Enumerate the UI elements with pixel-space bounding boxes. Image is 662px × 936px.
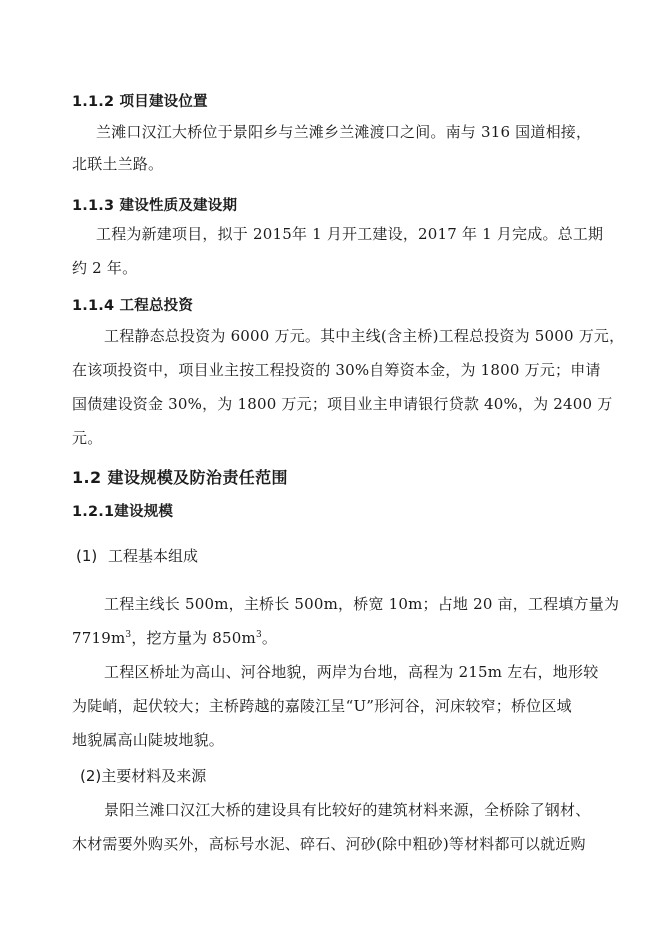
paragraph-line-with-units [72,628,277,648]
paragraph-line: 兰滩口汉江大桥位于景阳乡与兰滩乡兰滩渡口之间。南与 316 国道相接， [96,123,592,141]
heading-title: 建设性质及建设期 [119,198,238,214]
heading-1-2-1 [72,502,173,522]
heading-1-1-3 [72,196,237,216]
heading-number: 1.1.3 [72,198,115,214]
heading-title: 工程总投资 [119,298,194,314]
heading-title: 建设规模及防治责任范围 [107,468,288,487]
text-fragment: 7719m [72,629,126,647]
heading-1-1-4 [72,296,193,316]
item-number: (1) [76,547,98,565]
heading-title: 建设规模 [114,504,174,520]
heading-number: 1.2.1 [72,504,115,520]
paragraph-line: 工程区桥址为高山、河谷地貌，两岸为台地，高程为 215m 左右，地形较 [104,663,599,681]
heading-1-1-2 [72,92,208,112]
paragraph-line: 工程主线长 500m，主桥长 500m，桥宽 10m；占地 20 亩，工程填方量为 [104,595,620,613]
heading-number: 1.1.2 [72,94,115,110]
paragraph-line: 北联土兰路。 [72,155,164,173]
heading-title: 项目建设位置 [119,94,208,110]
heading-number: 1.1.4 [72,298,115,314]
paragraph-line: 工程静态总投资为 6000 万元。其中主线(含主桥)工程总投资为 5000 万元， [104,327,625,345]
paragraph-line: 元。 [72,429,103,447]
item-title: 工程基本组成 [108,547,199,565]
item-2-heading: (2)主要材料及来源 [80,767,207,785]
paragraph-line: 工程为新建项目，拟于 2015年 1 月开工建设，2017 年 1 月完成。总工期 [96,225,604,243]
paragraph-line: 国债建设资金 30%，为 1800 万元；项目业主申请银行贷款 40%，为 2400 万 [72,395,613,413]
paragraph-line: 为陡峭，起伏较大；主桥跨越的嘉陵江呈“U”形河谷，河床较窄；桥位区域 [72,697,572,715]
text-fragment: 。 [261,629,278,647]
superscript-3: 3 [255,630,262,640]
heading-1-2 [72,468,288,488]
superscript-3: 3 [125,630,132,640]
paragraph-line: 景阳兰滩口汉江大桥的建设具有比较好的建筑材料来源，全桥除了钢材、 [104,801,591,819]
item-1-heading [76,546,198,566]
paragraph-line: 地貌属高山陡坡地貌。 [72,731,225,749]
heading-number: 1.2 [72,468,102,487]
paragraph-line: 在该项投资中，项目业主按工程投资的 30%自筹资本金，为 1800 万元；申请 [72,361,601,379]
paragraph-line: 木材需要外购买外，高标号水泥、碎石、河砂(除中粗砂)等材料都可以就近购 [72,835,586,853]
paragraph-line: 约 2 年。 [72,259,138,277]
text-fragment: ，挖方量为 850m [131,629,256,647]
